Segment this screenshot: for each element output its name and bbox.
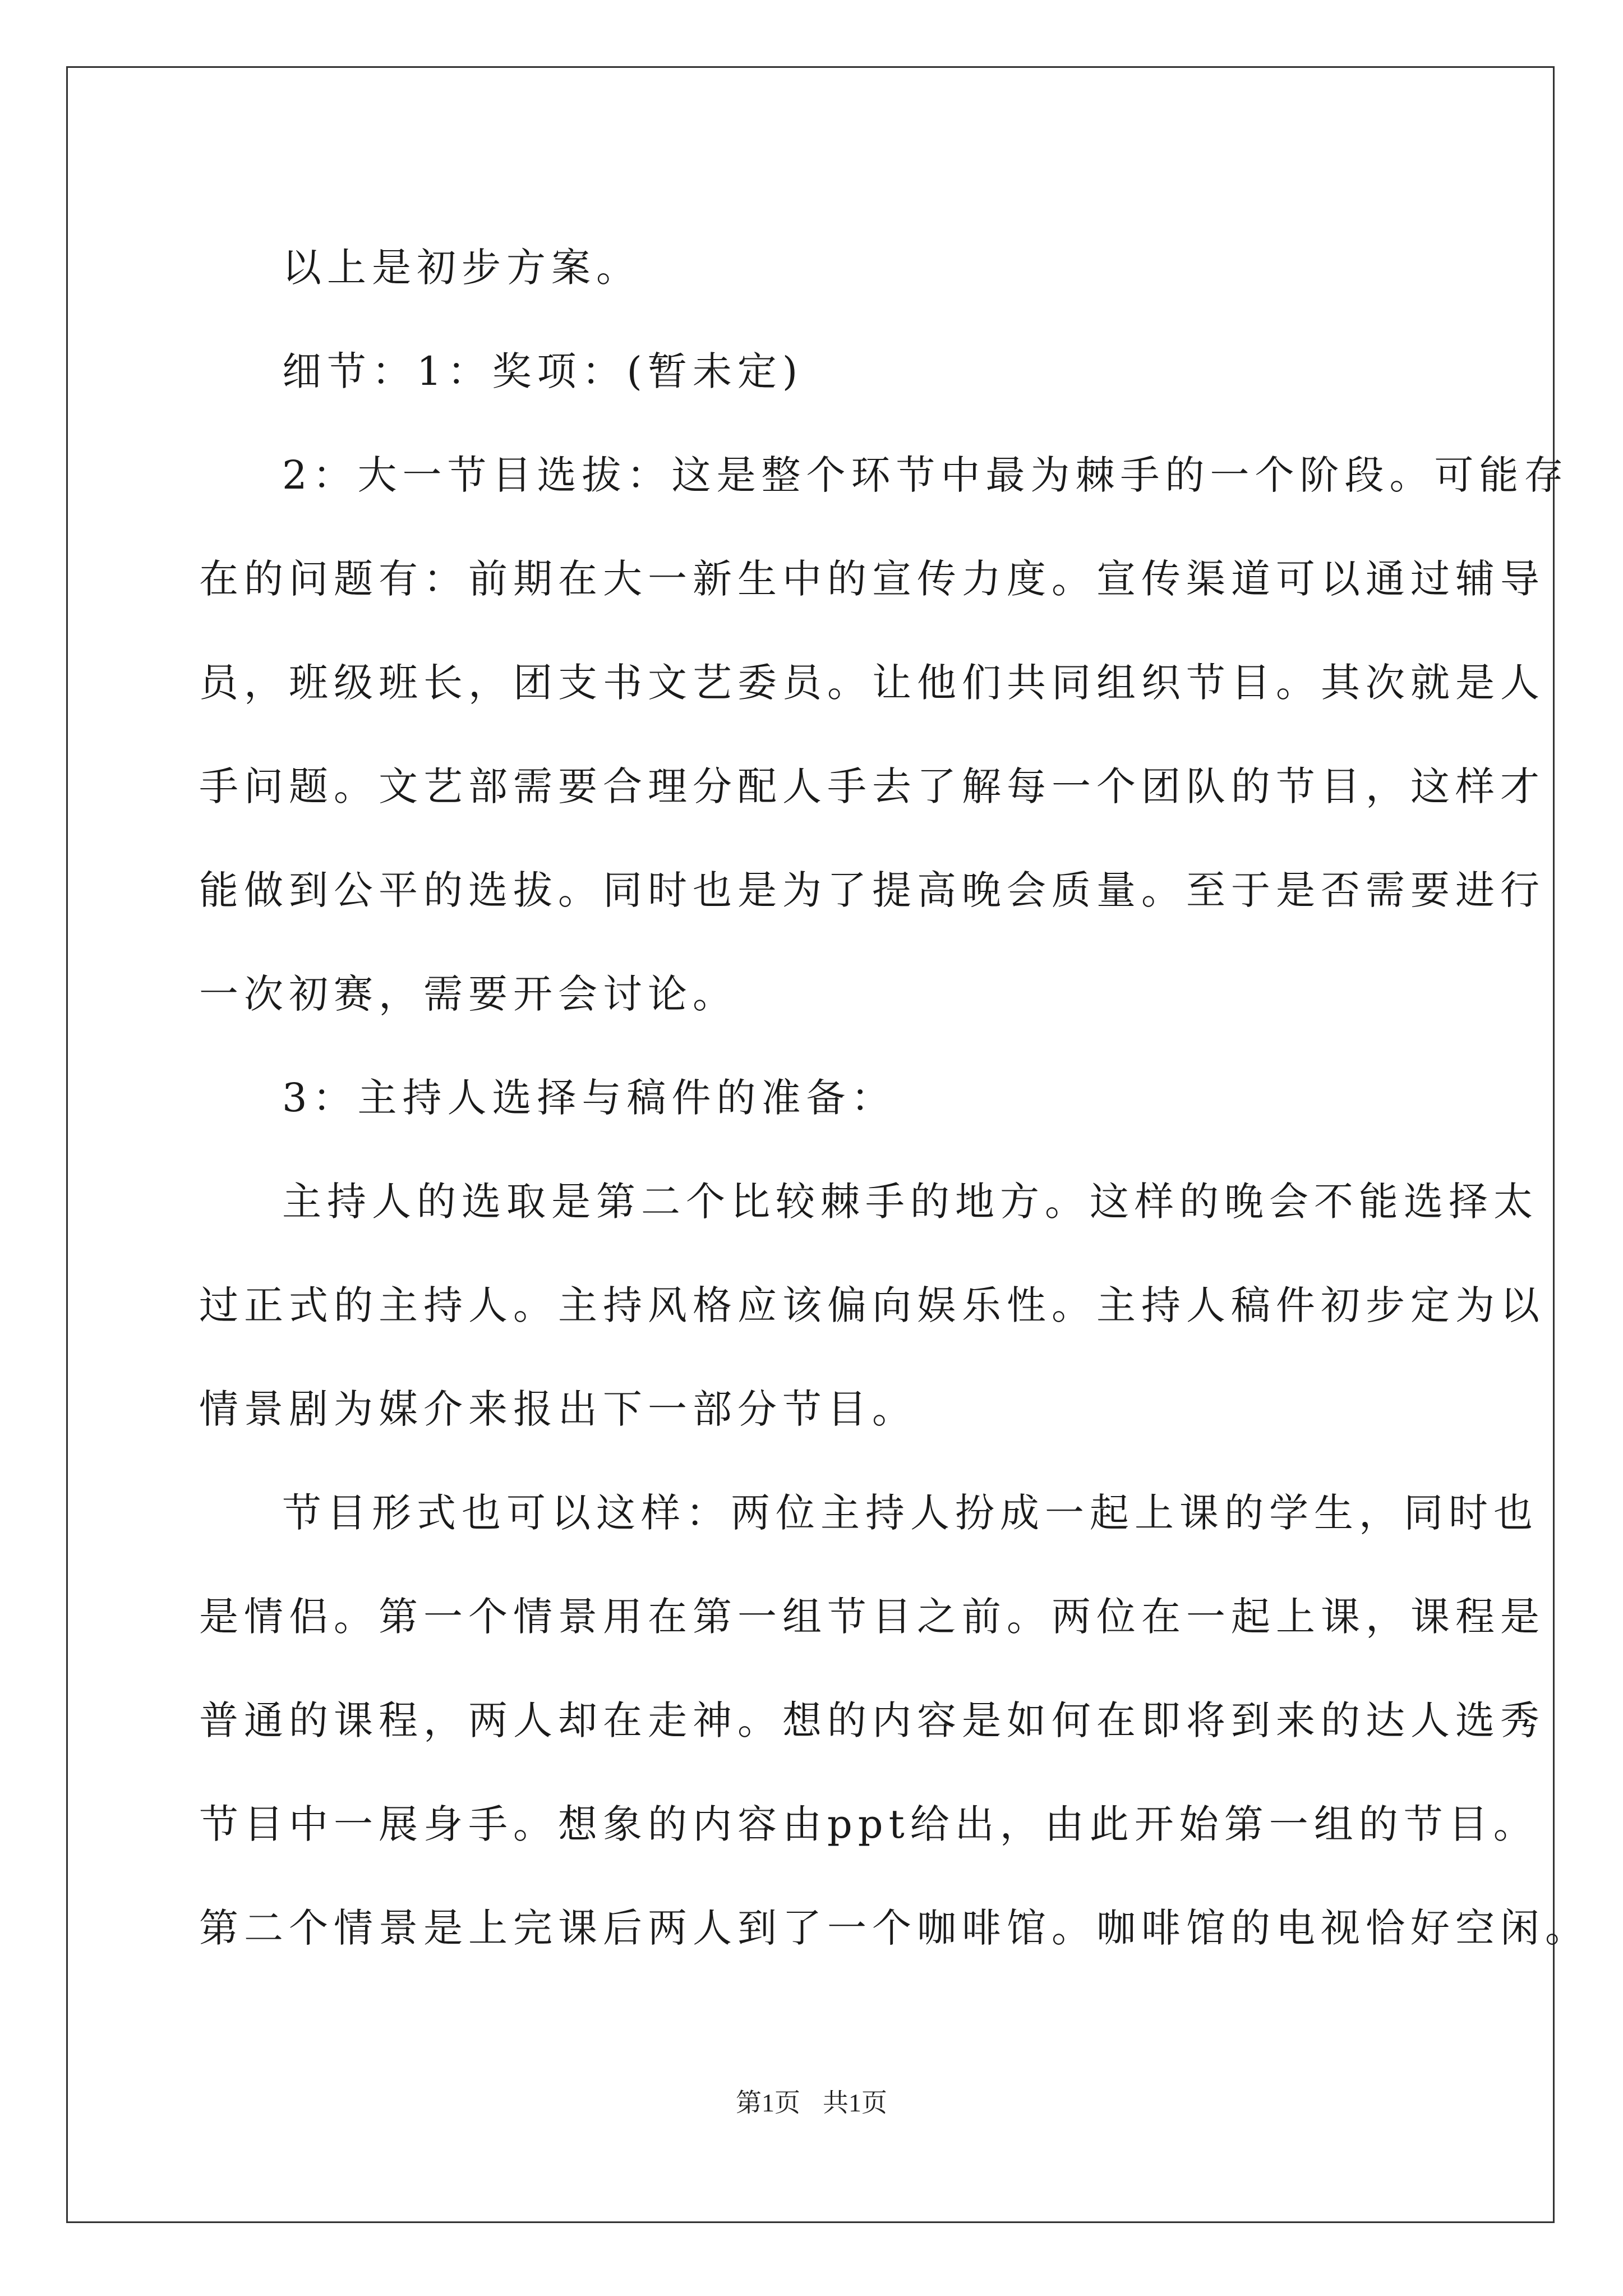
text-line-12: 情景剧为媒介来报出下一部分节目。 [199, 1386, 917, 1432]
text-line-5: 员，班级班长，团支书文艺委员。让他们共同组织节目。其次就是人 [199, 660, 1545, 706]
text-line-16: 节目中一展身手。想象的内容由ppt给出，由此开始第一组的节目。 [199, 1801, 1538, 1847]
text-line-4: 在的问题有：前期在大一新生中的宣传力度。宣传渠道可以通过辅导 [199, 556, 1545, 602]
text-line-1: 以上是初步方案。 [282, 245, 641, 291]
text-line-14: 是情侣。第一个情景用在第一组节目之前。两位在一起上课，课程是 [199, 1594, 1545, 1640]
document-body [199, 216, 1590, 1980]
text-line-7: 能做到公平的选拔。同时也是为了提高晚会质量。至于是否需要进行 [199, 867, 1545, 913]
text-line-6: 手问题。文艺部需要合理分配人手去了解每一个团队的节目，这样才 [199, 763, 1545, 809]
page-footer [0, 2082, 1623, 2119]
text-line-15: 普通的课程，两人却在走神。想的内容是如何在即将到来的达人选秀 [199, 1697, 1545, 1743]
page-number: 第1页 [736, 2088, 800, 2117]
text-line-10: 主持人的选取是第二个比较棘手的地方。这样的晚会不能选择太 [282, 1179, 1538, 1225]
text-line-9: 3：主持人选择与稿件的准备： [282, 1075, 896, 1121]
text-line-13: 节目形式也可以这样：两位主持人扮成一起上课的学生，同时也 [282, 1490, 1538, 1536]
text-line-11: 过正式的主持人。主持风格应该偏向娱乐性。主持人稿件初步定为以 [199, 1282, 1545, 1328]
text-line-3: 2：大一节目选拔：这是整个环节中最为棘手的一个阶段。可能存 [282, 452, 1569, 498]
page-total: 共1页 [823, 2088, 887, 2117]
text-line-8: 一次初赛，需要开会讨论。 [199, 971, 737, 1017]
text-line-17: 第二个情景是上完课后两人到了一个咖啡馆。咖啡馆的电视恰好空闲。 [199, 1905, 1590, 1951]
text-line-2: 细节：1：奖项：(暂未定) [282, 348, 804, 394]
